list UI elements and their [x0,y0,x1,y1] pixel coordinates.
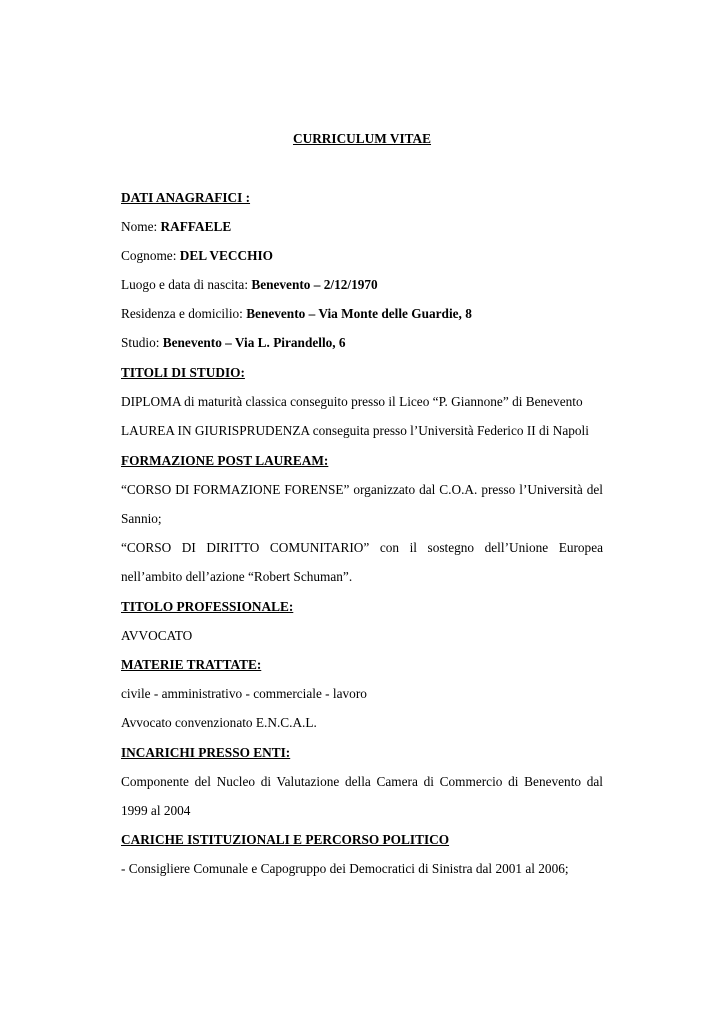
paragraph-line: LAUREA IN GIURISPRUDENZA conseguita presso l’Università Federico II di Napoli [121,423,589,438]
field-value: Benevento – Via L. Pirandello, 6 [162,335,346,350]
field-nome [121,219,231,235]
paragraph-line: nell’ambito dell’azione “Robert Schuman”. [121,569,353,584]
paragraph-line: - Consigliere Comunale e Capogruppo dei Democratici di Sinistra dal 2001 al 2006; [121,861,569,876]
section-heading-titolo-professionale: TITOLO PROFESSIONALE: [121,599,294,614]
field-value: Benevento – Via Monte delle Guardie, 8 [246,306,472,321]
paragraph-line: “CORSO DI DIRITTO COMUNITARIO” con il sostegno dell’Unione Europea [121,540,603,555]
field-label: Cognome: [121,248,180,263]
paragraph-line: Avvocato convenzionato E.N.C.A.L. [121,715,317,730]
paragraph-line: AVVOCATO [121,628,193,643]
section-heading-formazione: FORMAZIONE POST LAUREAM: [121,453,329,468]
document-title: CURRICULUM VITAE [292,131,432,146]
paragraph-line: civile - amministrativo - commerciale - lavoro [121,686,367,701]
field-value: Benevento – 2/12/1970 [251,277,378,292]
field-studio [121,335,346,351]
field-cognome [121,248,273,264]
document-page [121,0,603,1024]
field-value: RAFFAELE [160,219,232,234]
field-residenza [121,306,472,322]
section-heading-dati-anagrafici: DATI ANAGRAFICI : [121,190,251,205]
paragraph-line: Componente del Nucleo di Valutazione della Camera di Commercio di Benevento dal [121,774,603,789]
section-heading-cariche: CARICHE ISTITUZIONALI E PERCORSO POLITICO [121,832,450,847]
paragraph-line: Sannio; [121,511,162,526]
field-nascita [121,277,378,293]
field-label: Studio: [121,335,163,350]
paragraph-line: DIPLOMA di maturità classica conseguito presso il Liceo “P. Giannone” di Benevento [121,394,583,409]
paragraph-line: “CORSO DI FORMAZIONE FORENSE” organizzato dal C.O.A. presso l’Università del [121,482,603,497]
section-heading-materie: MATERIE TRATTATE: [121,657,262,672]
field-value: DEL VECCHIO [179,248,273,263]
field-label: Nome: [121,219,161,234]
section-heading-titoli-di-studio: TITOLI DI STUDIO: [121,365,245,380]
field-label: Residenza e domicilio: [121,306,247,321]
field-label: Luogo e data di nascita: [121,277,252,292]
section-heading-incarichi: INCARICHI PRESSO ENTI: [121,745,291,760]
paragraph-line: 1999 al 2004 [121,803,191,818]
